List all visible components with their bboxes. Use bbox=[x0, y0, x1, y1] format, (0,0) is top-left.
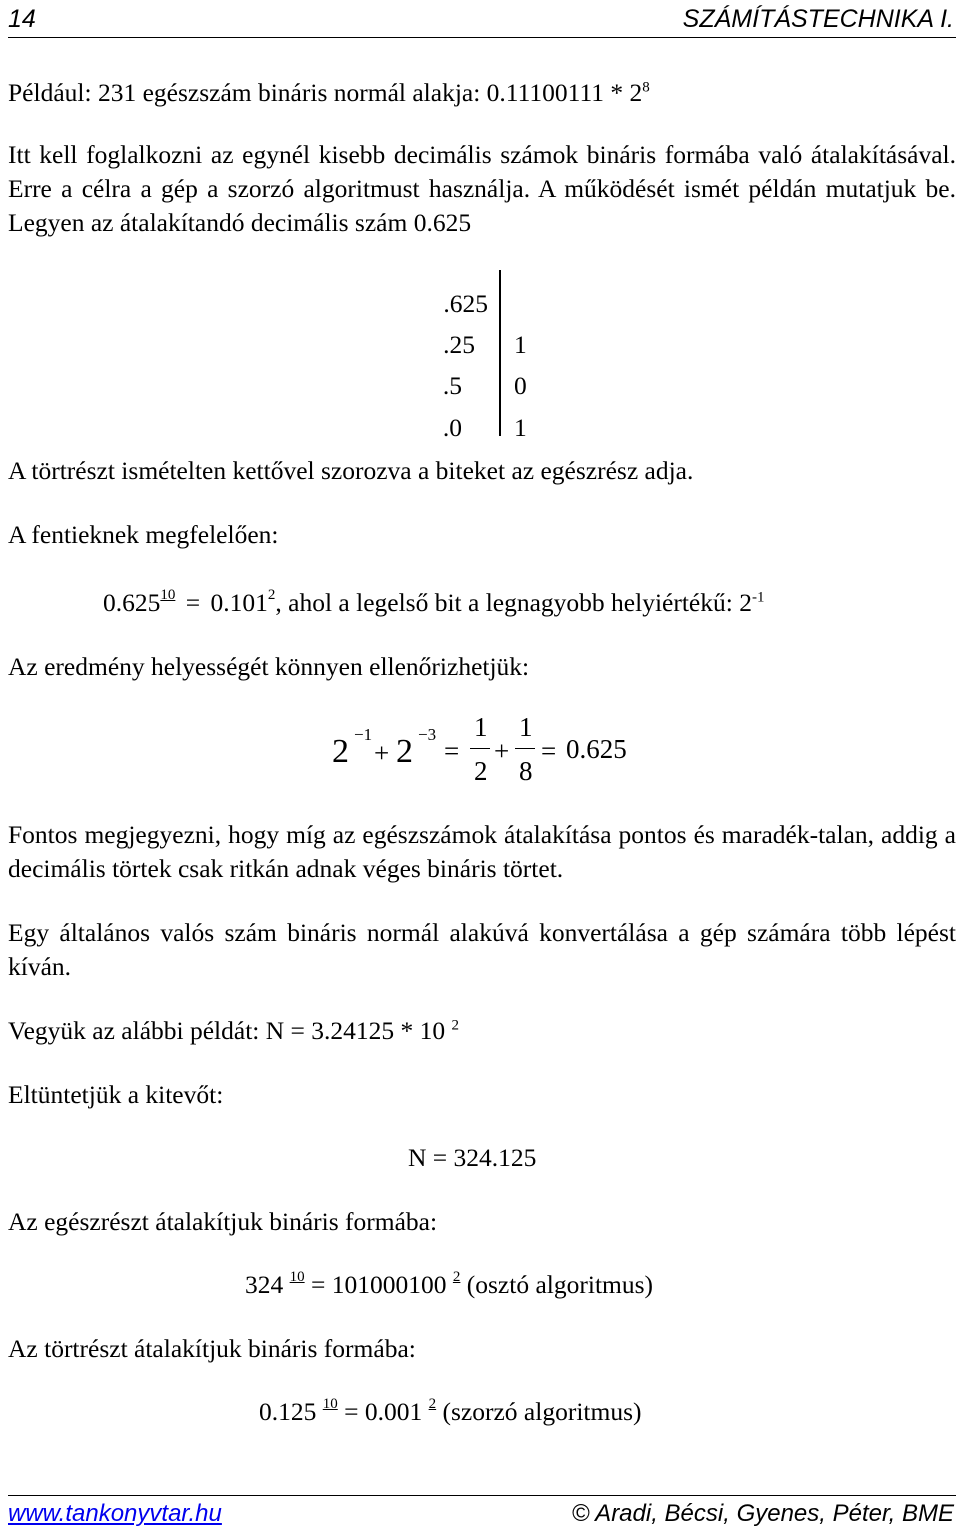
example-n-exponent: 2 bbox=[451, 1017, 460, 1034]
example-231-exponent: 8 bbox=[642, 79, 650, 96]
integer-part-line: Az egészrészt átalakítjuk bináris formába: bbox=[8, 1207, 438, 1236]
fraction-part-line: Az törtrészt átalakítjuk bináris formába: bbox=[8, 1334, 416, 1363]
eq1-lhs: 0.625 bbox=[103, 588, 161, 617]
eq2-exp1: −1 bbox=[354, 725, 373, 744]
eq2-frac2-bar bbox=[515, 748, 535, 749]
running-title: SZÁMÍTÁSTECHNIKA I. bbox=[682, 5, 954, 33]
footer-copyright: © Aradi, Bécsi, Gyenes, Péter, BME bbox=[571, 1500, 954, 1527]
eq1-rhs: 0.101 bbox=[210, 588, 268, 617]
table-divider bbox=[499, 270, 501, 436]
eq2-num2: 1 bbox=[519, 712, 533, 742]
eq4-mid-base: 2 bbox=[428, 1396, 437, 1412]
eq4-lhs: 0.125 bbox=[259, 1397, 323, 1426]
eq2-den1: 2 bbox=[474, 756, 488, 786]
note-paragraph: Fontos megjegyezni, hogy míg az egészszámok átalakítása pontos és maradék-talan, addig a decimális törtek csak ritkán adnak véges bináris törtet. bbox=[8, 820, 956, 883]
n-value: N = 324.125 bbox=[408, 1143, 537, 1172]
eq2-base2: 2 bbox=[396, 733, 413, 770]
accordingly-line: A fentieknek megfelelően: bbox=[8, 520, 279, 549]
fraction-conversion-equation bbox=[259, 1395, 642, 1433]
eq4-rest: (szorzó algoritmus) bbox=[436, 1397, 642, 1426]
intro-paragraph: Itt kell foglalkozni az egynél kisebb decimális számok bináris formába való átalakításával. Erre a célra a gép a szorzó algoritmust használja. A működését ismét példán mutatjuk be. Legyen az átalakítandó decimális szám 0.625 bbox=[8, 140, 956, 237]
eq3-lhs: 324 bbox=[245, 1270, 290, 1299]
table-right-2: 0 bbox=[514, 371, 527, 400]
eq2-equals2: = bbox=[541, 736, 557, 766]
eq1-rest-exp: -1 bbox=[751, 589, 765, 606]
general-paragraph: Egy általános valós szám bináris normál alakúvá konvertálása a gép számára több lépést kíván. bbox=[8, 918, 956, 981]
eq3-rest: (osztó algoritmus) bbox=[460, 1270, 654, 1299]
eq2-frac1-bar bbox=[470, 748, 490, 749]
footer-rule bbox=[8, 1495, 956, 1496]
eq3-mid: = 101000100 bbox=[304, 1270, 453, 1299]
example-231-line bbox=[8, 76, 650, 110]
eq2-equals1: = bbox=[444, 736, 460, 766]
footer-link[interactable]: www.tankonyvtar.hu bbox=[8, 1500, 222, 1527]
eq2-base1: 2 bbox=[332, 733, 349, 770]
eq2-plus1: + bbox=[374, 738, 390, 768]
table-left-3: .0 bbox=[442, 413, 462, 442]
table-left-1: .25 bbox=[443, 330, 475, 359]
integer-conversion-equation bbox=[245, 1268, 653, 1306]
table-right-3: 1 bbox=[514, 413, 527, 442]
eq4-lhs-base: 10 bbox=[322, 1396, 338, 1412]
eq2-num1: 1 bbox=[474, 712, 488, 742]
eq3-mid-base: 2 bbox=[452, 1269, 461, 1285]
equation-0625 bbox=[103, 586, 764, 624]
page-number: 14 bbox=[8, 5, 36, 33]
table-left-2: .5 bbox=[442, 371, 462, 400]
eq2-den2: 8 bbox=[519, 756, 533, 786]
eq1-rest: , ahol a legelső bit a legnagyobb helyiértékű: 2 bbox=[275, 588, 752, 617]
remove-exponent-line: Eltüntetjük a kitevőt: bbox=[8, 1080, 224, 1109]
verify-line: Az eredmény helyességét könnyen ellenőrizhetjük: bbox=[8, 652, 530, 681]
eq2-plus2: + bbox=[494, 736, 510, 766]
example-231-text: Például: 231 egészszám bináris normál alakja: 0.11100111 * 2 bbox=[8, 78, 643, 107]
header-rule bbox=[8, 37, 956, 38]
eq2-exp2: −3 bbox=[418, 725, 437, 744]
fraction-explanation: A törtrészt ismételten kettővel szorozva a biteket az egészrész adja. bbox=[8, 456, 694, 485]
eq1-rhs-base: 2 bbox=[267, 587, 276, 603]
eq1-equals: = bbox=[185, 588, 201, 617]
eq1-lhs-base: 10 bbox=[160, 587, 176, 603]
eq2-result: 0.625 bbox=[566, 734, 627, 764]
table-right-1: 1 bbox=[514, 330, 527, 359]
eq4-mid: = 0.001 bbox=[337, 1397, 429, 1426]
table-left-0: .625 bbox=[443, 289, 488, 318]
example-n-line bbox=[8, 1014, 459, 1048]
example-n-text: Vegyük az alábbi példát: N = 3.24125 * 10 bbox=[8, 1016, 452, 1045]
eq3-lhs-base: 10 bbox=[289, 1269, 305, 1285]
